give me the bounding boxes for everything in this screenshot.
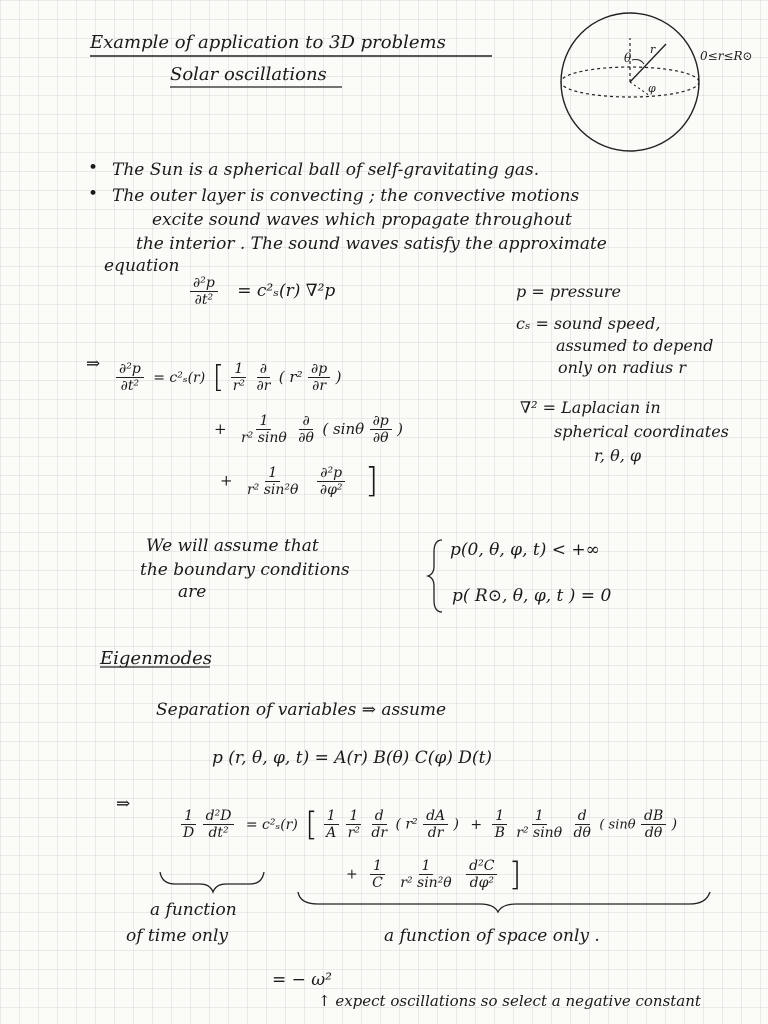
sep-c-in-num: d²C [466,859,497,875]
boundary-brace [428,540,442,612]
sep-a-inner [423,809,448,840]
sep-a-in-num: dA [423,809,448,825]
sep-c2 [397,859,454,890]
space-brace [298,892,710,912]
wave-lhs-den: ∂t² [194,292,214,308]
bullet-line-5: equation [104,256,180,276]
expanded-line-1 [116,359,342,395]
t1-op [253,362,273,393]
t2-body: ( sinθ [322,420,365,438]
t1-frac [230,362,248,393]
sep-c2-num: 1 [419,859,434,875]
def-lap-1: ∇² = Laplacian in [520,398,661,417]
t2-op-num: ∂ [299,414,312,430]
sep-eq: = c²ₛ(r) [245,816,298,833]
sep-c-num: 1 [370,859,385,875]
sep-a-op [368,809,390,840]
sep-b [492,809,508,840]
sep-c-in-den: dφ² [469,874,494,891]
sep-b-num: 1 [492,809,507,825]
t3-den: r² sin²θ [246,481,299,498]
t3-in-den: ∂φ² [319,481,343,498]
def-pressure: p = pressure [516,282,622,301]
sep-open-bracket: [ [305,805,318,843]
bullet-dot: • [88,158,99,178]
t3-inner [317,466,346,497]
sphere-theta-label: θ [624,51,632,65]
expanded-line-2 [214,414,403,445]
t2-close: ) [397,420,404,438]
page-title: Example of application to 3D problems [90,32,446,53]
sep-lhs-den-1: D [183,824,195,841]
t2-in-den: ∂θ [372,430,389,446]
sep-b2 [513,809,565,840]
def-lap-3: r, θ, φ [594,446,642,465]
sep-a-body: ( r² [395,816,418,833]
t2-op [295,414,317,445]
t1-op-num: ∂ [257,362,270,378]
t3-num: 1 [265,466,280,482]
sep-a-num: 1 [324,809,339,825]
open-bracket: [ [212,359,225,395]
sep-b2-num: 1 [532,809,547,825]
sphere-r-label: r [650,43,656,56]
sep-lhs-2 [203,809,235,840]
sep-a2-num: 1 [346,809,361,825]
t2-in-num: ∂p [370,414,392,430]
sep-a-close: ) [453,816,460,833]
sep-b-inner [641,809,666,840]
boundary-cond-2: p( R⊙, θ, φ, t ) = 0 [452,586,612,606]
t1-inner [308,362,330,393]
sep-b-in-den: dθ [644,824,663,841]
def-cs-2: assumed to depend [556,336,714,355]
wave-lhs-num: ∂²p [190,276,218,292]
boundary-text-3: are [178,582,207,602]
t1-den: r² [232,378,246,394]
sep-b-body: ( sinθ [599,817,636,833]
expanded-line-3 [220,461,379,501]
sep-a2 [345,809,363,840]
minus-omega-squared: = − ω² [272,970,332,990]
sep-lhs-num-1: 1 [181,809,196,825]
sep-lhs-num-2: d²D [203,809,235,825]
sep-b-den: B [494,824,505,841]
expanded-lhs-den: ∂t² [120,378,140,394]
t2-inner [370,414,392,445]
separated-line-2 [346,855,522,893]
bullet-dot: • [88,184,99,204]
time-only-label-2: of time only [126,926,229,946]
expanded-eq: = c²ₛ(r) [153,370,206,386]
sep-lhs-1 [180,809,197,840]
space-only-label: a function of space only . [384,926,600,946]
theta-arc [632,60,644,65]
time-only-label-1: a function [150,900,237,920]
sphere-range: 0≤r≤R⊙ [700,49,753,63]
sep-a [323,809,339,840]
t2-den: r² sinθ [240,430,287,446]
t2-frac [238,414,290,445]
bullet-line-3: excite sound waves which propagate throughout [152,210,572,230]
t3-in-num: ∂²p [317,466,345,482]
sphere-projection [630,82,650,96]
separated-line-1 [180,805,678,843]
def-cs-3: only on radius r [558,358,686,377]
product-ansatz: p (r, θ, φ, t) = A(r) B(θ) C(φ) D(t) [212,748,493,768]
wave-equation [190,276,335,307]
close-bracket: ] [364,461,379,501]
page-subtitle: Solar oscillations [170,64,327,85]
sep-c2-den: r² sin²θ [400,874,452,891]
sep-c-den: C [372,874,383,891]
boundary-text-2: the boundary conditions [140,560,350,580]
t3-plus: + [220,471,233,490]
sep-b-plus: + [470,816,483,833]
sep-c [369,859,386,890]
separated-arrow: ⇒ [116,794,131,814]
expanded-arrow: ⇒ [86,354,101,374]
t2-plus: + [214,420,227,438]
sep-b2-den: r² sinθ [516,824,563,841]
t3-frac [244,466,301,497]
sep-c-inner [466,859,497,890]
sep-lhs-den-2: dt² [208,824,229,841]
sep-b-in-num: dB [641,809,666,825]
sep-a-op-num: d [372,809,387,825]
separation-text: Separation of variables ⇒ assume [156,700,447,720]
eigenmodes-heading: Eigenmodes [100,648,212,669]
bullet-line-1: The Sun is a spherical ball of self-gravitating gas. [112,160,540,180]
sep-a-in-den: dr [427,824,444,841]
sep-a-den: A [326,824,337,841]
sep-b-op [571,809,594,840]
boundary-cond-1: p(0, θ, φ, t) < +∞ [450,540,600,560]
def-cs-1: cₛ = sound speed, [516,314,661,333]
expanded-lhs [116,362,144,393]
sep-close-bracket: ] [508,855,522,893]
def-lap-2: spherical coordinates [554,422,729,441]
sep-c-plus: + [346,866,358,883]
sphere-radius [630,44,666,82]
bullet-line-2: The outer layer is convecting ; the convective motions [112,186,580,206]
t1-in-den: ∂r [312,378,327,394]
time-brace [160,872,264,892]
t1-op-den: ∂r [256,378,271,394]
t2-num: 1 [256,414,271,430]
sep-b-close: ) [671,816,678,833]
sep-b-op-num: d [575,809,590,825]
t2-op-den: ∂θ [298,430,314,446]
sphere-phi-label: φ [648,82,656,95]
wave-rhs: = c²ₛ(r) ∇²p [237,281,336,301]
expanded-lhs-num: ∂²p [116,362,144,378]
sep-a-op-den: dr [371,824,388,841]
boundary-text-1: We will assume that [146,536,319,556]
t1-num: 1 [231,362,246,378]
bullet-line-4: the interior . The sound waves satisfy the approximate [136,234,607,254]
sep-b-op-den: dθ [573,824,591,841]
t1-in-num: ∂p [308,362,330,378]
oscillation-note: ↑ expect oscillations so select a negative constant [318,992,701,1010]
t1-body: ( r² [278,368,303,386]
sep-a2-den: r² [347,824,360,841]
t1-close: ) [335,368,342,386]
wave-lhs [190,276,218,307]
